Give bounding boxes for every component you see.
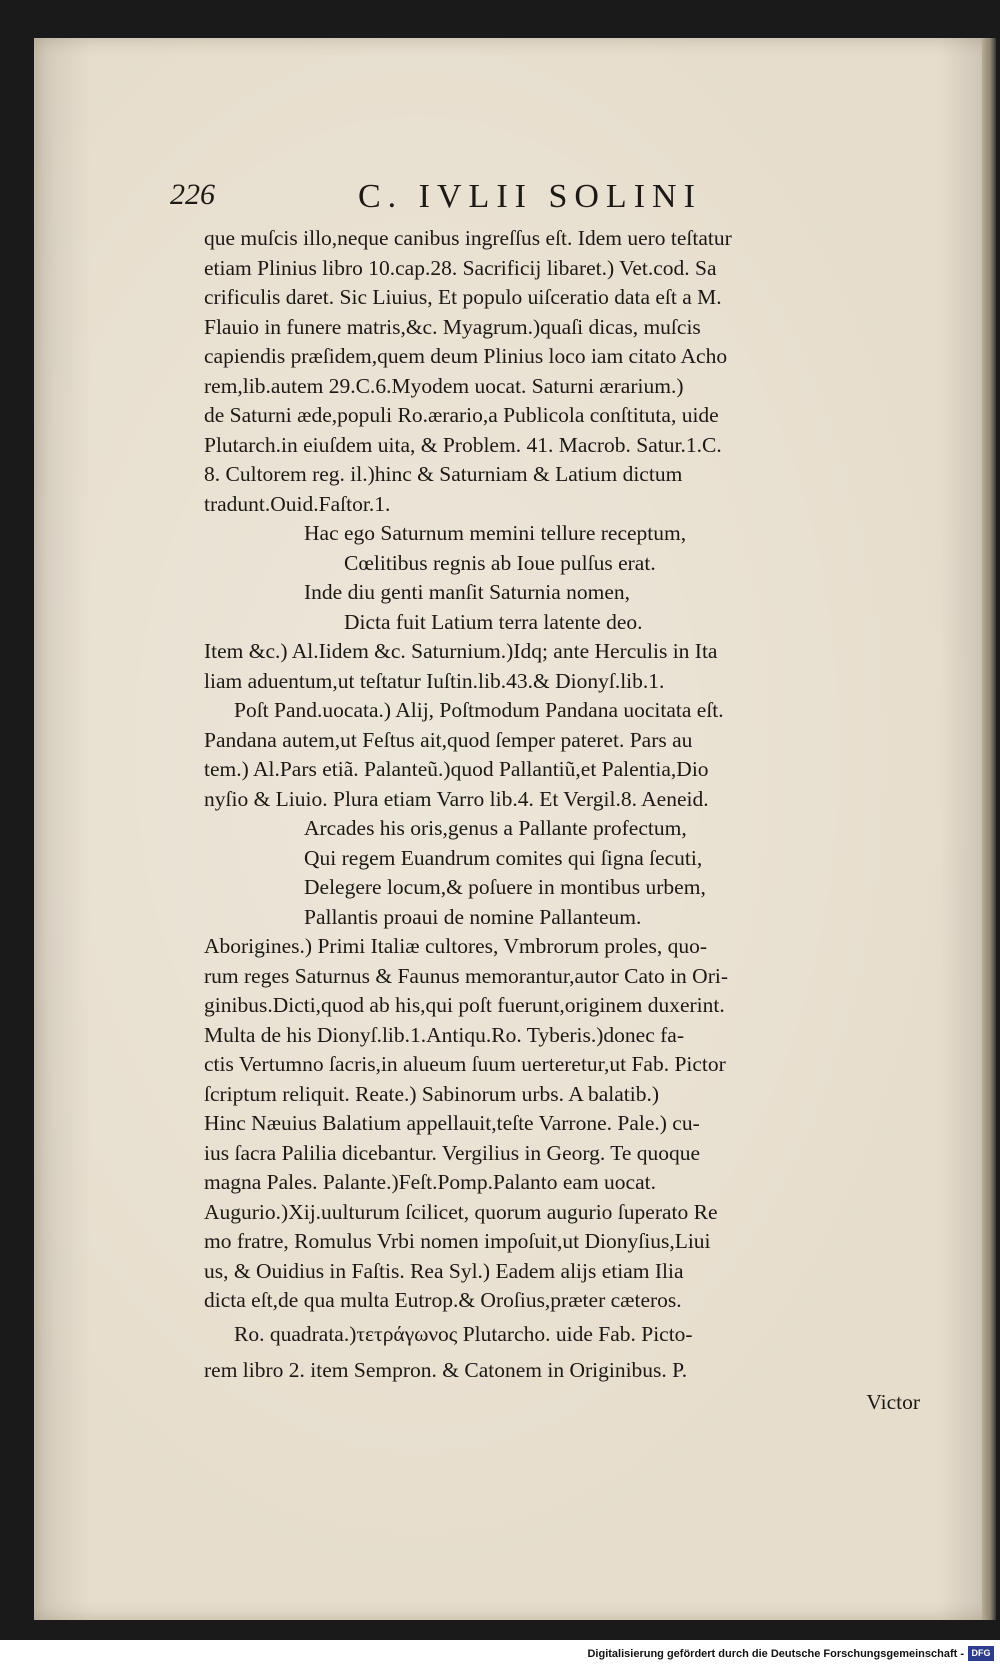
text-line: ius ſacra Palilia dicebantur. Vergilius in Georg. Te quoque	[204, 1140, 701, 1165]
text-line: us, & Ouidius in Faſtis. Rea Syl.) Eadem alijs etiam Ilia	[204, 1258, 684, 1283]
text-line: Augurio.)Xij.uulturum ſcilicet, quorum augurio ſuperato Re	[204, 1199, 718, 1224]
text-line: liam aduentum,ut teſtatur Iuſtin.lib.43.& Dionyſ.lib.1.	[204, 668, 665, 693]
verse-line: Hac ego Saturnum memini tellure receptum,	[304, 521, 687, 545]
page-header	[170, 178, 800, 224]
text-line: dicta eſt,de qua multa Eutrop.& Oroſius,præter cæteros.	[204, 1288, 682, 1312]
verse-line: Pallantis proaui de nomine Pallanteum.	[304, 904, 642, 929]
text-line: crificulis daret. Sic Liuius, Et populo uiſceratio data eſt a M.	[204, 285, 722, 309]
verse-line: Qui regem Euandrum comites qui ſigna ſecuti,	[304, 845, 703, 870]
verse-line: Arcades his oris,genus a Pallante profectum,	[304, 816, 687, 840]
text-line: capiendis præſidem,quem deum Plinius loco iam citato Acho	[204, 344, 728, 368]
text-line: 8. Cultorem reg. il.)hinc & Saturniam & Latium dictum	[204, 462, 683, 486]
commentary-text	[204, 224, 920, 1417]
verse-line: Dicta fuit Latium terra latente deo.	[344, 609, 643, 634]
text-line: mo fratre, Romulus Vrbi nomen impoſuit,ut Dionyſius,Liui	[204, 1229, 711, 1253]
text-line: etiam Plinius libro 10.cap.28. Sacrificij libaret.) Vet.cod. Sa	[204, 255, 717, 280]
text-line: ſcriptum reliquit. Reate.) Sabinorum urbs. A balatib.)	[204, 1081, 659, 1106]
text-line: Ro. quadrata.)τετράγωνος Plutarcho. uide Fab. Picto-	[234, 1321, 693, 1346]
text-line: que muſcis illo,neque canibus ingreſſus eſt. Idem uero teſtatur	[204, 226, 732, 250]
text-line: Item &c.) Al.Iidem &c. Saturnium.)Idq; ante Herculis in Ita	[204, 639, 718, 663]
page-edge	[982, 38, 996, 1620]
page-number: 226	[170, 178, 215, 211]
text-line: magna Pales. Palante.)Feſt.Pomp.Palanto eam uocat.	[204, 1170, 656, 1194]
text-line: Hinc Næuius Balatium appellauit,teſte Varrone. Pale.) cu-	[204, 1111, 700, 1135]
verse-line: Inde diu genti manſit Saturnia nomen,	[304, 580, 631, 604]
footer-bar	[0, 1640, 1000, 1669]
verse-line: Cœlitibus regnis ab Ioue pulſus erat.	[344, 550, 656, 575]
text-line: tem.) Al.Pars etiã. Palanteũ.)quod Pallantiũ,et Palentia,Dio	[204, 757, 709, 781]
text-line: rem,lib.autem 29.C.6.Myodem uocat. Saturni ærarium.)	[204, 373, 684, 398]
catchword: Victor	[866, 1389, 920, 1414]
text-line: de Saturni æde,populi Ro.ærario,a Publicola conſtituta, uide	[204, 403, 719, 427]
text-line: tradunt.Ouid.Faſtor.1.	[204, 491, 391, 516]
text-line: Poſt Pand.uocata.) Alij, Poſtmodum Pandana uocitata eſt.	[234, 698, 724, 722]
text-line: rem libro 2. item Sempron. & Catonem in Originibus. P.	[204, 1357, 688, 1382]
dfg-logo: DFG	[968, 1646, 994, 1661]
text-line: Flauio in funere matris,&c. Myagrum.)quaſi dicas, muſcis	[204, 314, 701, 339]
text-line: Plutarch.in eiuſdem uita, & Problem. 41. Macrob. Satur.1.C.	[204, 432, 722, 457]
text-line: ctis Vertumno ſacris,in alueum ſuum uerteretur,ut Fab. Pictor	[204, 1052, 726, 1076]
verse-line: Delegere locum,& poſuere in montibus urbem,	[304, 875, 706, 899]
text-line: ginibus.Dicti,quod ab his,qui poſt fuerunt,originem duxerint.	[204, 993, 725, 1017]
text-line: nyſio & Liuio. Plura etiam Varro lib.4. Et Vergil.8. Aeneid.	[204, 786, 709, 811]
running-title: C. IVLII SOLINI	[358, 178, 702, 215]
text-line: Multa de his Dionyſ.lib.1.Antiqu.Ro. Tyberis.)donec fa-	[204, 1022, 684, 1047]
text-line: rum reges Saturnus & Faunus memorantur,autor Cato in Ori-	[204, 963, 728, 988]
text-line: Pandana autem,ut Feſtus ait,quod ſemper pateret. Pars au	[204, 727, 693, 752]
text-line: Aborigines.) Primi Italiæ cultores, Vmbrorum proles, quo-	[204, 934, 707, 958]
footer-credit: Digitalisierung gefördert durch die Deutsche Forschungsgemeinschaft -	[587, 1648, 964, 1660]
